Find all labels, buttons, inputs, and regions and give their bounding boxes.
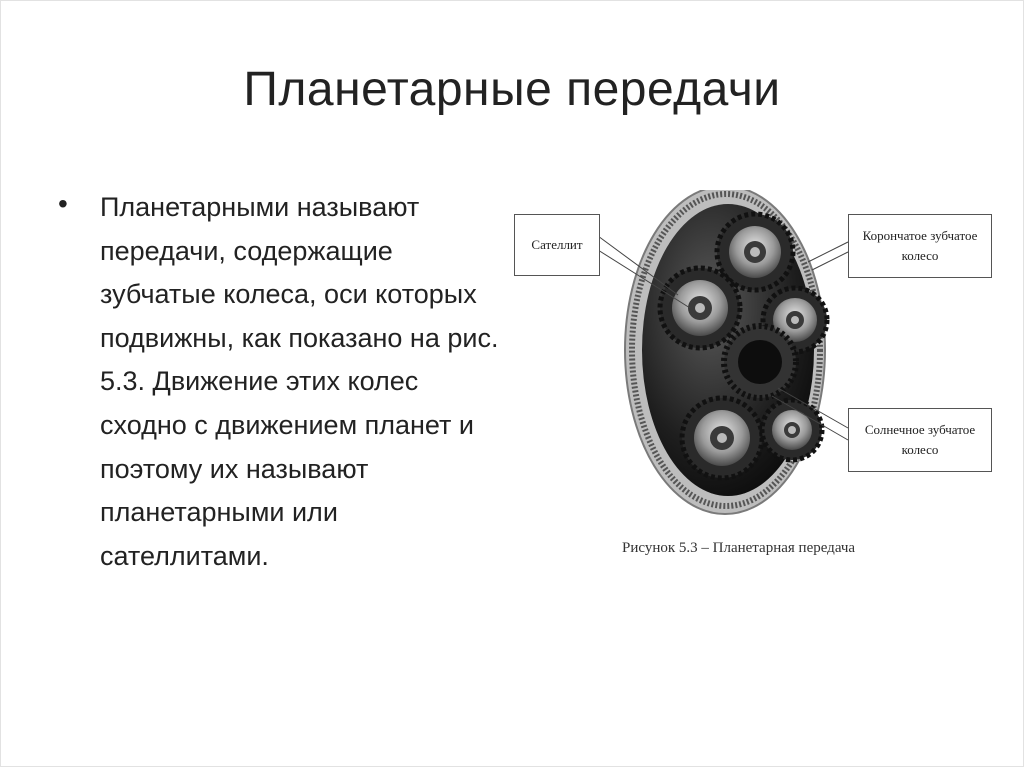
leader-ring-gear-2	[812, 252, 848, 270]
sun-gear	[724, 326, 796, 398]
label-sun-gear-line1: Солнечное зубчатое	[864, 422, 976, 437]
planet-gear-lower-right	[762, 400, 822, 460]
label-sun-gear	[848, 408, 992, 472]
figure-caption: Рисунок 5.3 – Планетарная передача	[622, 540, 856, 556]
label-satellite	[514, 214, 600, 276]
label-sun-gear-line2: колесо	[901, 442, 939, 457]
planet-gear-upper-left	[660, 268, 740, 348]
bullet-text: Планетарными называют передачи, содержащие зубчатые колеса, оси которых подвижны, как показано на рис. 5.3. Движение этих колес сходно с движением планет и поэтому их называют планетарными или сателлитами.	[100, 192, 499, 571]
label-ring-gear-line2: колесо	[901, 248, 939, 263]
planet-gear-lower-left	[682, 398, 762, 478]
label-ring-gear	[848, 214, 992, 278]
bullet-dot: •	[58, 188, 68, 219]
label-ring-gear-line1: Корончатое зубчатое	[862, 228, 978, 243]
label-satellite-text: Сателлит	[531, 237, 583, 252]
leader-ring-gear-1	[808, 242, 848, 262]
slide-title: Планетарные передачи	[243, 63, 781, 116]
